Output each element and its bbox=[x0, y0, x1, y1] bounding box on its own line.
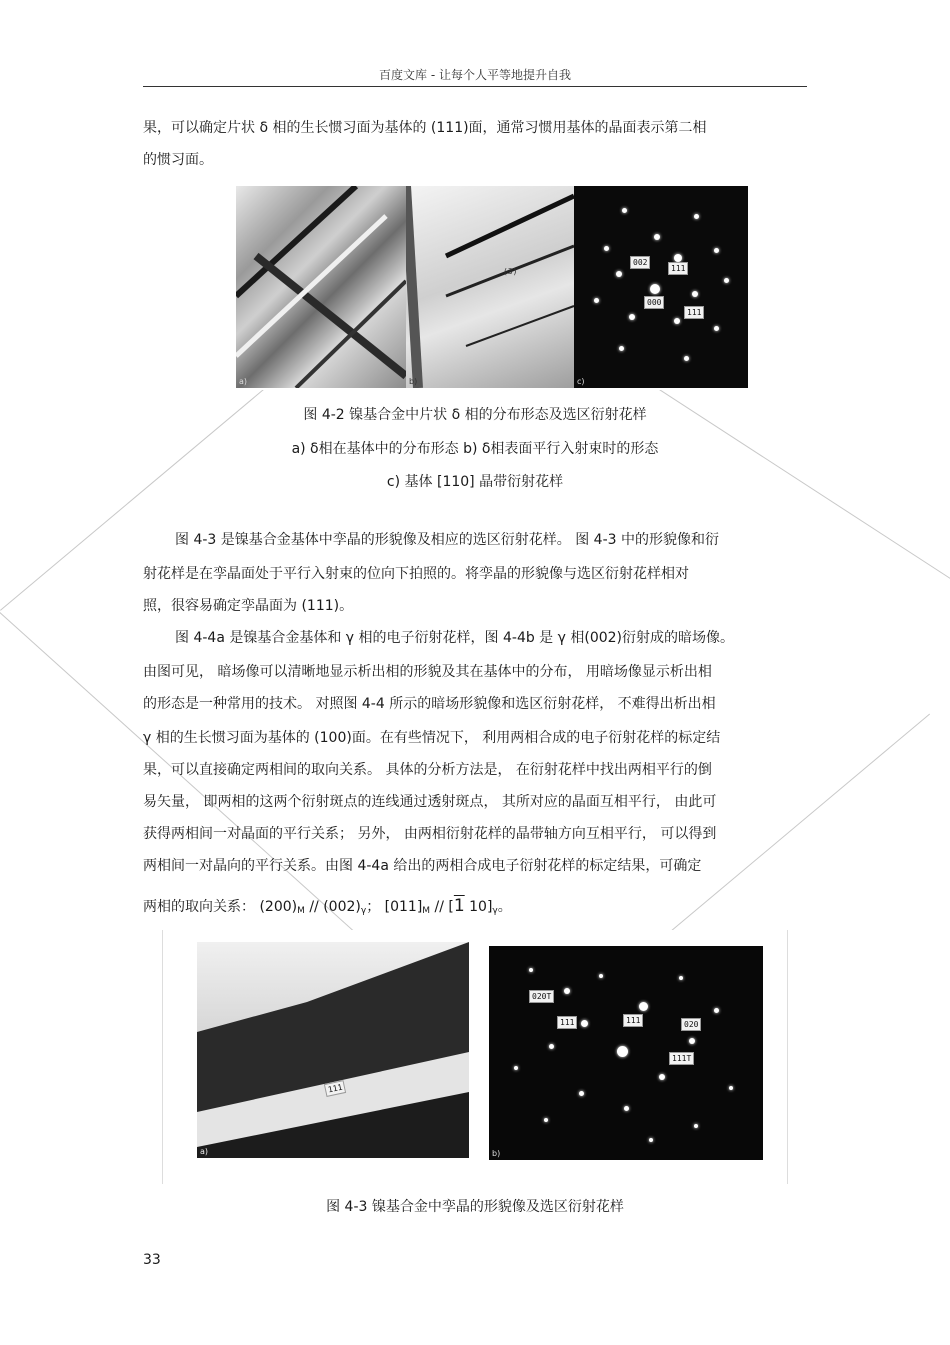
relation-text: ； [011] bbox=[366, 899, 423, 915]
twin-plane-label: 111 bbox=[324, 1080, 347, 1097]
diffraction-index-tag: 020 bbox=[681, 1018, 701, 1031]
micrograph-panel-b bbox=[406, 186, 574, 388]
relation-text: // (002) bbox=[304, 899, 361, 915]
paragraph-line: 照，很容易确定孪晶面为 (111)。 bbox=[143, 598, 354, 614]
paragraph-line: 果，可以直接确定两相间的取向关系。 具体的分析方法是， 在衍射花样中找出两相平行的倒 bbox=[143, 762, 712, 778]
relation-overbar-index: 1 bbox=[453, 896, 465, 916]
panel-label-c: c) bbox=[577, 377, 585, 386]
relation-subscript: γ bbox=[492, 906, 498, 916]
page-header: 百度文库 - 让每个人平等地提升自我 bbox=[379, 68, 571, 82]
orientation-relation-line bbox=[143, 896, 807, 921]
figure-4-3 bbox=[162, 930, 788, 1184]
paragraph-line: 图 4-4a 是镍基合金基体和 γ 相的电子衍射花样，图 4-4b 是 γ 相(002)衍射成的暗场像。 bbox=[175, 630, 735, 646]
paragraph-line: 获得两相间一对晶面的平行关系； 另外， 由两相衍射花样的晶带轴方向互相平行， 可以得到 bbox=[143, 826, 717, 842]
panel-label-a: a) bbox=[200, 1147, 209, 1156]
relation-text: 。 bbox=[497, 899, 512, 915]
diffraction-panel-c bbox=[574, 186, 748, 388]
relation-subscript: M bbox=[297, 906, 305, 916]
figure-4-2-subcaption-ab: a) δ相在基体中的分布形态 b) δ相表面平行入射束时的形态 bbox=[291, 441, 659, 457]
twin-band bbox=[197, 942, 469, 1158]
relation-subscript: M bbox=[422, 906, 431, 916]
paragraph-line: 的惯习面。 bbox=[143, 152, 213, 168]
paragraph-line: γ 相的生长惯习面为基体的 (100)面。在有些情况下， 利用两相合成的电子衍射花样的标定结 bbox=[143, 730, 721, 746]
diffraction-index-tag: 111 bbox=[623, 1014, 643, 1027]
paragraph-line: 射花样是在孪晶面处于平行入射束的位向下拍照的。将孪晶的形貌像与选区衍射花样相对 bbox=[143, 566, 689, 582]
paragraph-line: 图 4-3 是镍基合金基体中孪晶的形貌像及相应的选区衍射花样。 图 4-3 中的形貌像和衍 bbox=[175, 532, 719, 548]
page-number: 33 bbox=[143, 1252, 161, 1268]
twin-micrograph-panel-a bbox=[197, 942, 469, 1158]
paragraph-line: 易矢量， 即两相的这两个衍射斑点的连线通过透射斑点， 其所对应的晶面互相平行， 由此可 bbox=[143, 794, 717, 810]
panel-label-b: b) bbox=[409, 377, 418, 386]
diffraction-index-tag: 111 bbox=[557, 1016, 577, 1029]
header-rule bbox=[143, 86, 807, 87]
diffraction-index-tag: 111 bbox=[684, 306, 704, 319]
diffraction-index-tag: 000 bbox=[644, 296, 664, 309]
relation-text: 两相的取向关系： (200) bbox=[143, 899, 298, 915]
micrograph-panel-a bbox=[236, 186, 406, 388]
diffraction-index-tag: 020T bbox=[529, 990, 554, 1003]
delta-plates-b bbox=[406, 186, 574, 388]
relation-subscript: γ bbox=[360, 906, 367, 916]
inset-label: (3) bbox=[503, 267, 518, 276]
panel-label-b: b) bbox=[492, 1149, 501, 1158]
delta-plates-a bbox=[236, 186, 406, 388]
diffraction-index-tag: 111 bbox=[668, 262, 688, 275]
paragraph-line: 的形态是一种常用的技术。 对照图 4-4 所示的暗场形貌像和选区衍射花样， 不难得出析出相 bbox=[143, 696, 716, 712]
figure-4-2-subcaption-c: c) 基体 [110] 晶带衍射花样 bbox=[386, 474, 564, 490]
paragraph-line: 果，可以确定片状 δ 相的生长惯习面为基体的 (111)面，通常习惯用基体的晶面表示第二相 bbox=[143, 120, 707, 136]
diffraction-index-tag: 002 bbox=[630, 256, 650, 269]
relation-text: 10] bbox=[464, 899, 493, 915]
figure-4-2 bbox=[236, 184, 748, 390]
diffraction-index-tag: 111T bbox=[669, 1052, 694, 1065]
figure-4-3-caption: 图 4-3 镍基合金中孪晶的形貌像及选区衍射花样 bbox=[326, 1199, 624, 1215]
relation-text: // [ bbox=[430, 899, 454, 915]
paragraph-line: 两相间一对晶向的平行关系。由图 4-4a 给出的两相合成电子衍射花样的标定结果，可确定 bbox=[143, 858, 702, 874]
panel-label-a: a) bbox=[239, 377, 248, 386]
figure-4-2-caption: 图 4-2 镍基合金中片状 δ 相的分布形态及选区衍射花样 bbox=[303, 407, 647, 423]
twin-diffraction-panel-b bbox=[489, 946, 763, 1160]
paragraph-line: 由图可见， 暗场像可以清晰地显示析出相的形貌及其在基体中的分布， 用暗场像显示析出相 bbox=[143, 664, 712, 680]
